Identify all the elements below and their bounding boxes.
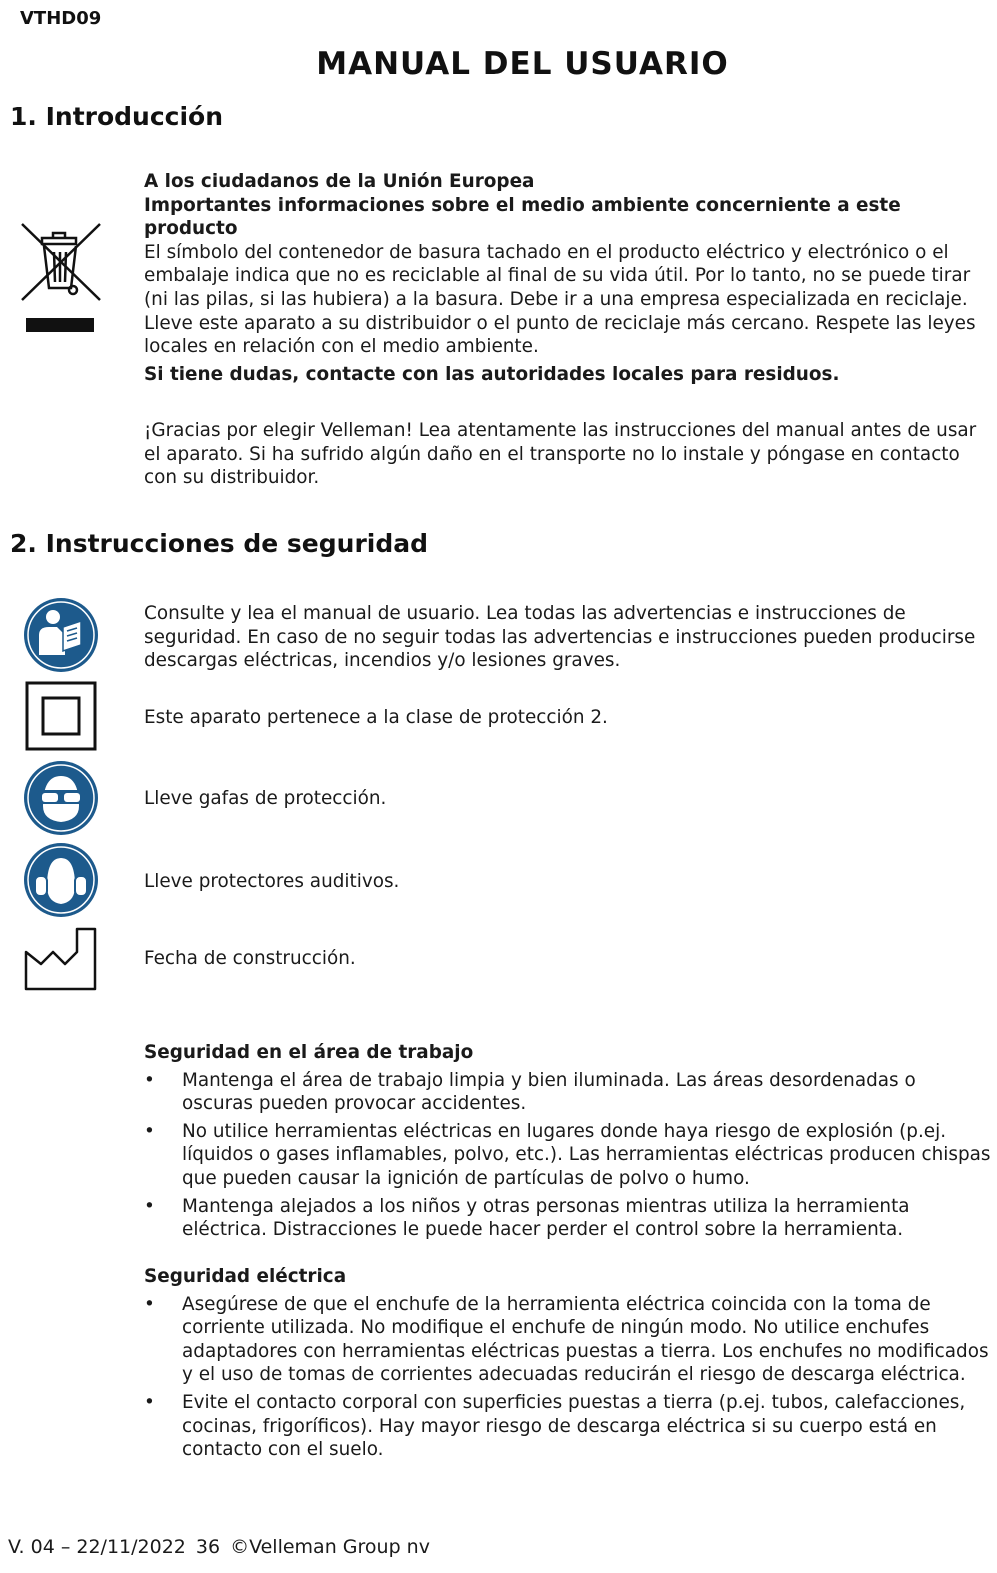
read-manual-icon: [23, 597, 99, 673]
bullet-marker: •: [144, 1195, 155, 1217]
section-heading-safety: 2. Instrucciones de seguridad: [10, 529, 429, 558]
list-item: [144, 1195, 992, 1242]
goggles-text: Lleve gafas de protección.: [144, 788, 387, 809]
crossed-bin-icon: [20, 220, 102, 335]
weee-description: El símbolo del contenedor de basura tachado en el producto eléctrico y electrónico o el embalaje indica que no es reciclable al final de su vida útil. Por lo tanto, no se puede tirar (ni las pilas, si las hubiera) a la basura. Debe ir a una empresa especializada en reciclaje. Lleve este aparato a su distribuidor o el punto de reciclaje más cercano. Respete las leyes locales en relación con el medio ambiente.: [144, 241, 976, 358]
copyright: ©Velleman Group nv: [230, 1536, 430, 1558]
thanks-paragraph: ¡Gracias por elegir Velleman! Lea atentamente las instrucciones del manual antes de usar el aparato. Si ha sufrido algún daño en el transporte no lo instale y póngase en contacto con su distribuidor.: [144, 420, 977, 489]
class-2-protection-icon: [25, 681, 97, 751]
ear-protection-icon: [23, 842, 99, 918]
page-footer: [8, 1536, 440, 1558]
list-item-text: Asegúrese de que el enchufe de la herramienta eléctrica coincida con la toma de corriente utilizada. No modifique el enchufe de ningún modo. No utilice enchufes adaptadores con herramientas eléctricas puestas a tierra. Los enchufes no modificados y el uso de tomas de corrientes adecuadas reducirán el riesgo de descarga eléctrica.: [182, 1293, 989, 1386]
eu-citizens-title: A los ciudadanos de la Unión Europea: [144, 171, 535, 192]
version-date: V. 04 – 22/11/2022: [8, 1536, 186, 1558]
contact-authorities-note: Si tiene dudas, contacte con las autoridades locales para residuos.: [144, 363, 840, 385]
safety-goggles-icon: [23, 760, 99, 836]
list-item-text: Evite el contacto corporal con superficies puestas a tierra (p.ej. tubos, calefacciones, cocinas, frigoríficos). Hay mayor riesgo de descarga eléctrica si su cuerpo está en contacto con el suelo.: [182, 1391, 966, 1461]
ear-protection-text: Lleve protectores auditivos.: [144, 871, 400, 892]
list-item-text: Mantenga alejados a los niños y otras personas mientras utiliza la herramienta eléctrica. Distracciones le puede hacer perder el control sobre la herramienta.: [182, 1195, 910, 1241]
section-heading-introduction: 1. Introducción: [10, 102, 224, 131]
class-2-text: Este aparato pertenece a la clase de protección 2.: [144, 707, 608, 728]
manufacture-date-icon: [23, 924, 99, 992]
list-item-text: Mantenga el área de trabajo limpia y bien iluminada. Las áreas desordenadas o oscuras pueden provocar accidentes.: [182, 1069, 916, 1115]
list-item: [144, 1069, 992, 1116]
page-title: MANUAL DEL USUARIO: [316, 46, 729, 82]
list-item: [144, 1391, 992, 1462]
model-code: VTHD09: [20, 8, 102, 29]
work-area-section: [144, 1041, 992, 1246]
symbol-text-read-manual: [144, 602, 992, 673]
bullet-marker: •: [144, 1391, 155, 1413]
manufacture-date-text: Fecha de construcción.: [144, 948, 356, 969]
bullet-marker: •: [144, 1120, 155, 1142]
environment-info-title: Importantes informaciones sobre el medio ambiente concerniente a este producto: [144, 194, 901, 240]
electrical-heading: Seguridad eléctrica: [144, 1266, 347, 1287]
work-area-heading: Seguridad en el área de trabajo: [144, 1042, 474, 1063]
page-number: 36: [195, 1536, 221, 1558]
electrical-section: [144, 1265, 992, 1466]
read-manual-text: Consulte y lea el manual de usuario. Lea todas las advertencias e instrucciones de seguridad. En caso de no seguir todas las advertencias e instrucciones pueden producirse descargas eléctricas, incendios y/o lesiones graves.: [144, 603, 976, 672]
list-item: [144, 1120, 992, 1191]
bullet-marker: •: [144, 1069, 155, 1091]
bullet-marker: •: [144, 1293, 155, 1315]
list-item: [144, 1293, 992, 1387]
list-item-text: No utilice herramientas eléctricas en lugares donde haya riesgo de explosión (p.ej. líquidos o gases inflamables, polvo, etc.). Las herramientas eléctricas producen chispas que pueden causar la ignición de partículas de polvo o humo.: [182, 1120, 991, 1189]
